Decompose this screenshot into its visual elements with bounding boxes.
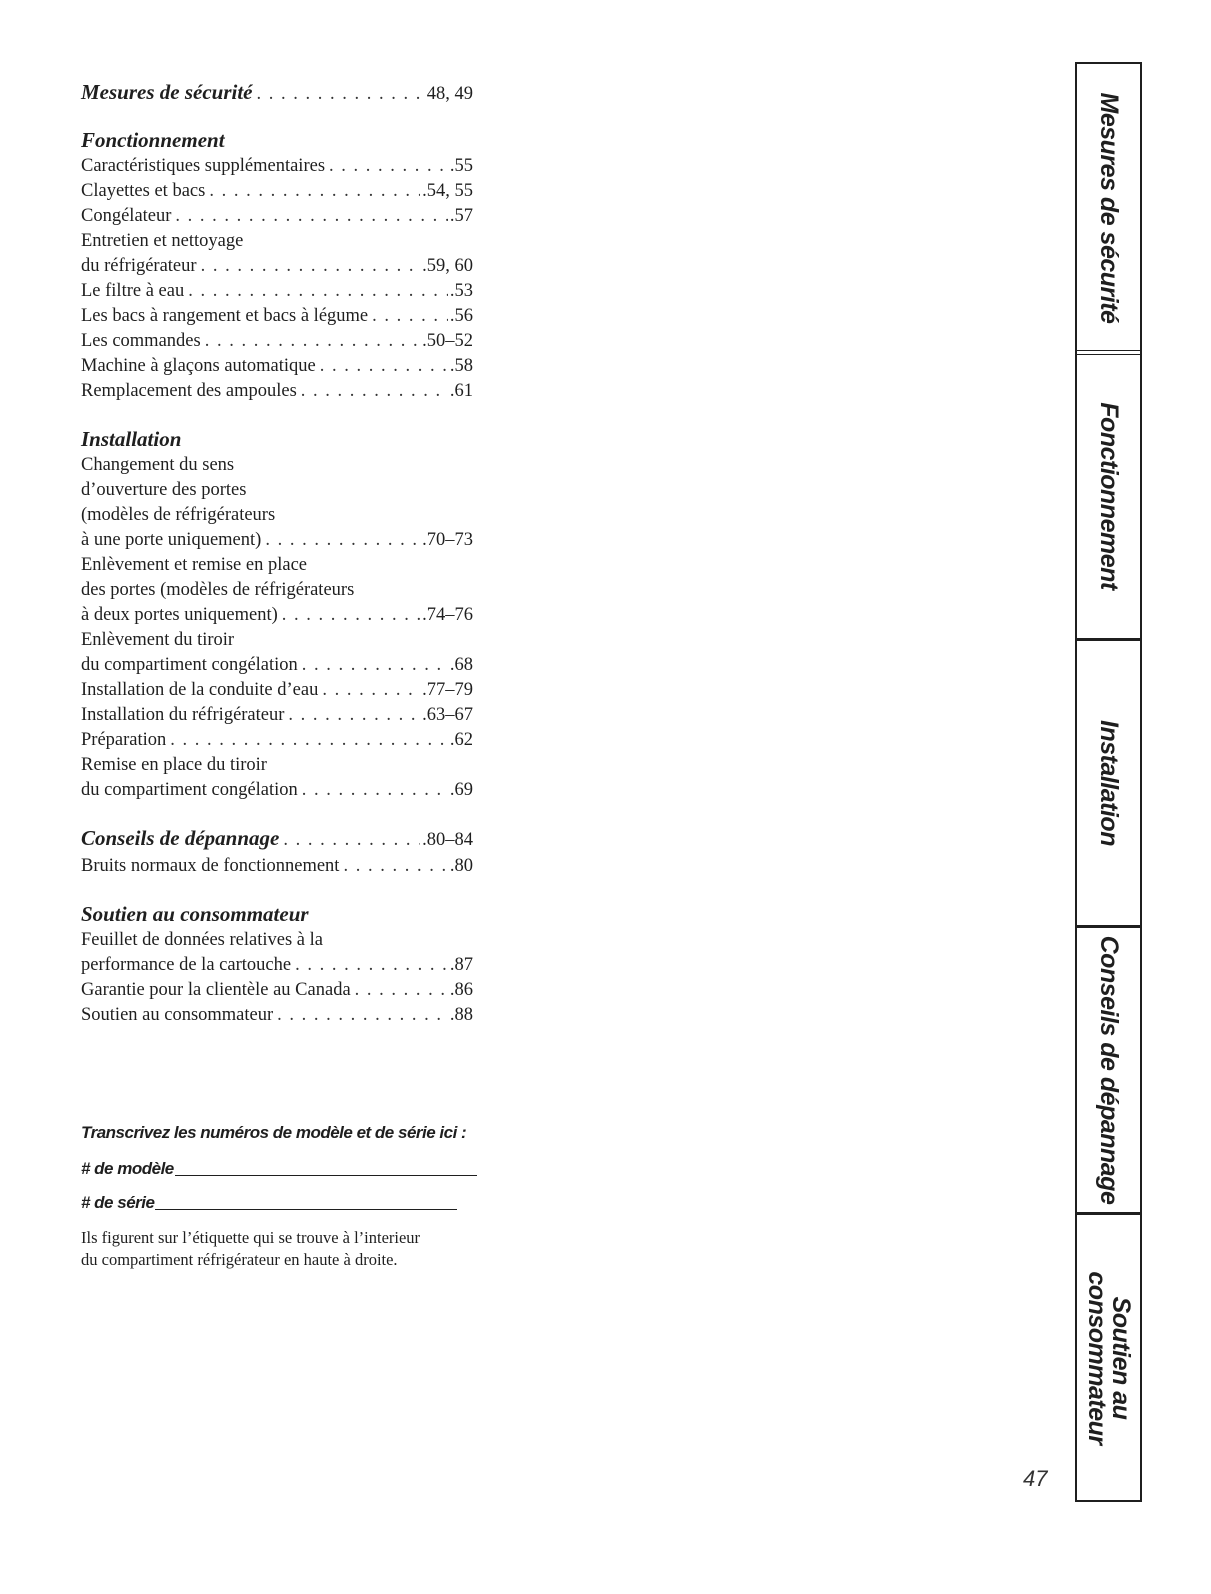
tab-conseils-de-depannage[interactable] [1077, 928, 1140, 1212]
toc-entry[interactable] [81, 179, 473, 204]
toc-entry-page: .62 [449, 730, 473, 750]
toc-entry[interactable] [81, 953, 473, 978]
toc-entry-label: Le filtre à eau [81, 281, 185, 301]
toc-entry-label: à deux portes uniquement) [81, 605, 278, 625]
toc-entry[interactable] [81, 354, 473, 379]
toc-entry[interactable] [81, 154, 473, 179]
dot-leader [355, 978, 448, 1003]
model-number-field[interactable] [81, 1155, 491, 1179]
dot-leader [283, 826, 420, 854]
toc-entry[interactable] [81, 703, 473, 728]
record-title: Transcrivez les numéros de modèle et de série ici : [81, 1123, 467, 1142]
toc-entry-label: Machine à glaçons automatique [81, 356, 316, 376]
dot-leader [282, 603, 420, 628]
toc-entry-page: .87 [449, 955, 473, 975]
toc-entry-page: .53 [449, 281, 473, 301]
dot-leader [301, 379, 448, 404]
toc-entry-page: .86 [449, 980, 473, 1000]
toc-entry-label: Clayettes et bacs [81, 181, 206, 201]
toc-entry[interactable] [81, 329, 473, 354]
table-of-contents [81, 78, 473, 1028]
record-note-line: Ils figurent sur l’étiquette qui se trouve à l’interieur [81, 1228, 421, 1247]
toc-entry-prefix: Changement du sens [81, 455, 235, 475]
toc-entry-label: Les commandes [81, 331, 201, 351]
dot-leader [329, 154, 448, 179]
serial-number-blank-line[interactable] [155, 1208, 457, 1210]
toc-entry[interactable] [81, 379, 473, 404]
toc-entry-conseils-de-depannage[interactable] [81, 824, 473, 854]
toc-entry-label: du réfrigérateur [81, 256, 197, 276]
serial-number-label: # de série [81, 1193, 155, 1212]
toc-entry-page: .59, 60 [422, 256, 473, 276]
toc-entry-page: .56 [449, 306, 473, 326]
toc-entry-prefix: d’ouverture des portes [81, 480, 247, 500]
toc-entry-page: .50–52 [422, 331, 473, 351]
dot-leader [170, 728, 448, 753]
toc-entry[interactable] [81, 678, 473, 703]
page-number: 47 [1023, 1466, 1048, 1491]
toc-entry-page: .70–73 [422, 530, 473, 550]
toc-entry-page: .88 [449, 1005, 473, 1025]
toc-entry[interactable] [81, 254, 473, 279]
dot-leader [205, 329, 420, 354]
toc-entry-label: à une porte uniquement) [81, 530, 262, 550]
toc-entry-page: .63–67 [422, 705, 473, 725]
dot-leader [288, 703, 420, 728]
dot-leader [322, 678, 420, 703]
toc-entry-label: Installation de la conduite d’eau [81, 680, 319, 700]
toc-entry-label: du compartiment congélation [81, 655, 298, 675]
dot-leader [265, 528, 420, 553]
toc-entry[interactable] [81, 978, 473, 1003]
dot-leader [302, 778, 448, 803]
toc-entry[interactable] [81, 528, 473, 553]
tab-fonctionnement[interactable] [1077, 354, 1140, 638]
dot-leader [209, 179, 420, 204]
toc-entry-prefix: Enlèvement du tiroir [81, 630, 235, 650]
toc-entry-label: Soutien au consommateur [81, 1005, 274, 1025]
toc-entry[interactable] [81, 854, 473, 879]
tab-soutien-au-consommateur[interactable] [1077, 1215, 1140, 1500]
toc-entry-label: Remplacement des ampoules [81, 381, 297, 401]
record-note-line: du compartiment réfrigérateur en haute à droite. [81, 1250, 398, 1269]
toc-entry-page: .69 [449, 780, 473, 800]
toc-entry-label: Mesures de sécurité [81, 80, 253, 104]
dot-leader [295, 953, 448, 978]
toc-entry-page: .68 [449, 655, 473, 675]
toc-entry-page: .58 [449, 356, 473, 376]
section-heading-fonctionnement: Fonctionnement [81, 128, 225, 152]
toc-entry-page: .61 [449, 381, 473, 401]
toc-entry-label: Bruits normaux de fonctionnement [81, 856, 340, 876]
dot-leader [188, 279, 448, 304]
dot-leader [320, 354, 448, 379]
toc-entry[interactable] [81, 279, 473, 304]
toc-entry-label: Congélateur [81, 206, 172, 226]
toc-entry-page: .77–79 [422, 680, 473, 700]
toc-entry[interactable] [81, 778, 473, 803]
toc-entry-mesures-de-securite[interactable] [81, 78, 473, 108]
serial-number-field[interactable] [81, 1189, 491, 1213]
toc-entry-label: du compartiment congélation [81, 780, 298, 800]
toc-entry-prefix: (modèles de réfrigérateurs [81, 505, 276, 525]
toc-entry-page: .74–76 [422, 605, 473, 625]
toc-entry-prefix: Enlèvement et remise en place [81, 555, 308, 575]
tab-label-line: consommateur [1082, 1270, 1111, 1445]
dot-leader [372, 304, 448, 329]
tab-label-line: Soutien au [1106, 1296, 1135, 1419]
tab-installation[interactable] [1077, 641, 1140, 925]
toc-entry-page: 48, 49 [426, 84, 473, 104]
side-tabs [1075, 62, 1142, 1502]
dot-leader [201, 254, 421, 279]
toc-entry-label: Les bacs à rangement et bacs à légume [81, 306, 369, 326]
tab-label: Mesures de sécurité [1094, 92, 1123, 324]
toc-entry-prefix: Entretien et nettoyage [81, 231, 244, 251]
toc-entry-label: Caractéristiques supplémentaires [81, 156, 326, 176]
tab-mesures-de-securite[interactable] [1077, 64, 1140, 352]
model-number-label: # de modèle [81, 1159, 174, 1178]
dot-leader [343, 854, 447, 879]
toc-entry[interactable] [81, 603, 473, 628]
toc-entry-page: .54, 55 [422, 181, 473, 201]
dot-leader [257, 80, 425, 108]
toc-entry-label: Installation du réfrigérateur [81, 705, 285, 725]
record-note [81, 1227, 496, 1271]
toc-entry-page: .55 [449, 156, 473, 176]
model-serial-record [81, 1121, 491, 1271]
tab-label: Fonctionnement [1094, 402, 1123, 590]
model-number-blank-line[interactable] [175, 1174, 477, 1176]
toc-entry-label: Conseils de dépannage [81, 826, 280, 850]
toc-entry[interactable] [81, 304, 473, 329]
toc-entry-label: Garantie pour la clientèle au Canada [81, 980, 351, 1000]
toc-entry-page: .57 [449, 206, 473, 226]
toc-entry-label: Préparation [81, 730, 167, 750]
dot-leader [175, 204, 447, 229]
toc-entry[interactable] [81, 728, 473, 753]
toc-entry-prefix: des portes (modèles de réfrigérateurs [81, 580, 355, 600]
toc-entry[interactable] [81, 204, 473, 229]
section-heading-installation: Installation [81, 427, 182, 451]
tab-label [1082, 1270, 1135, 1445]
dot-leader [277, 1003, 448, 1028]
toc-entry[interactable] [81, 1003, 473, 1028]
toc-entry-label: performance de la cartouche [81, 955, 292, 975]
toc-entry-prefix: Feuillet de données relatives à la [81, 930, 323, 950]
toc-entry-page: .80–84 [422, 830, 473, 850]
toc-entry-page: .80 [449, 856, 473, 876]
toc-entry-prefix: Remise en place du tiroir [81, 755, 267, 775]
section-heading-soutien: Soutien au consommateur [81, 902, 309, 926]
dot-leader [302, 653, 448, 678]
tab-label: Installation [1094, 720, 1123, 846]
tab-label: Conseils de dépannage [1094, 935, 1123, 1205]
toc-entry[interactable] [81, 653, 473, 678]
